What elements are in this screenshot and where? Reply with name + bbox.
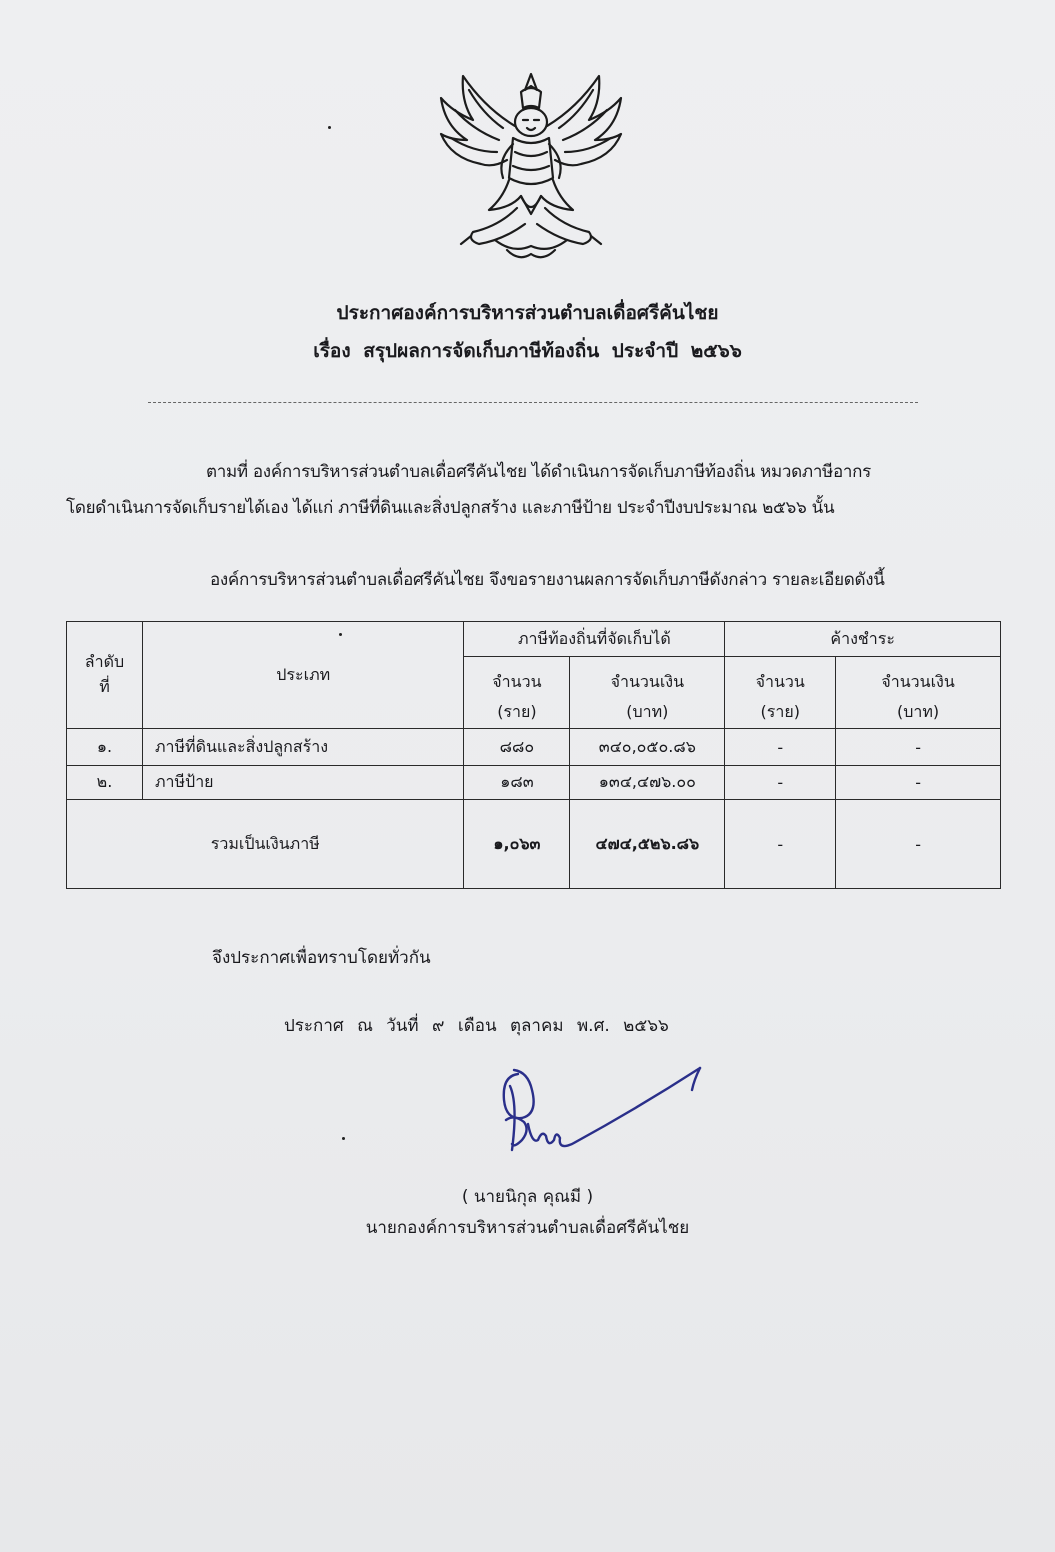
row-amount: ๓๔๐,๐๕๐.๘๖ (570, 729, 725, 766)
signer-name: ( นายนิกุล คุณมี ) (461, 1187, 594, 1207)
subheader-count-label: จำนวน (492, 672, 542, 691)
stray-mark (328, 126, 331, 129)
tax-summary-table (66, 621, 1001, 889)
stray-mark (339, 633, 342, 636)
row-out-amount: - (836, 766, 1001, 800)
row-number: ๑. (67, 729, 143, 766)
signature-icon (488, 1060, 708, 1162)
row-type: ภาษีป้าย (142, 766, 464, 800)
row-type: ภาษีที่ดินและสิ่งปลูกสร้าง (142, 729, 464, 766)
row-out-amount: - (836, 729, 1001, 766)
table-total-row (67, 800, 1001, 889)
subheader-out-count (725, 657, 836, 729)
header-order-cell (67, 622, 143, 729)
header-order-line2: ที่ (99, 677, 110, 696)
row-number: ๒. (67, 766, 143, 800)
closing-statement: จึงประกาศเพื่อทราบโดยทั่วกัน (212, 948, 431, 968)
announcement-title: ประกาศองค์การบริหารส่วนตำบลเดื่อศรีคันไชย (336, 302, 719, 324)
subheader-out-count-label: จำนวน (755, 672, 805, 691)
table-row (67, 729, 1001, 766)
divider-line (148, 402, 918, 403)
row-out-count: - (725, 729, 836, 766)
subheader-amount-label: จำนวนเงิน (610, 672, 685, 691)
signer-position: นายกองค์การบริหารส่วนตำบลเดื่อศรีคันไชย (365, 1218, 690, 1238)
row-out-count: - (725, 766, 836, 800)
header-outstanding-group: ค้างชำระ (725, 622, 1001, 657)
subheader-amount (570, 657, 725, 729)
header-type-cell: ประเภท (142, 622, 464, 729)
row-amount: ๑๓๔,๔๗๖.๐๐ (570, 766, 725, 800)
body-paragraph-3: องค์การบริหารส่วนตำบลเดื่อศรีคันไชย จึงขอรายงานผลการจัดเก็บภาษีดังกล่าว รายละเอียดดังนี้ (210, 570, 885, 590)
table-row (67, 766, 1001, 800)
subheader-amount-unit: (บาท) (626, 702, 669, 721)
total-count: ๑,๐๖๓ (464, 800, 570, 889)
total-out-amount: - (836, 800, 1001, 889)
subheader-count (464, 657, 570, 729)
table-header-row (67, 622, 1001, 657)
stray-mark (342, 1137, 345, 1140)
garuda-emblem-icon (433, 68, 629, 264)
subheader-out-count-unit: (ราย) (760, 702, 800, 721)
subheader-out-amount-unit: (บาท) (897, 702, 940, 721)
body-paragraph-1: ตามที่ องค์การบริหารส่วนตำบลเดื่อศรีคันไชย ได้ดำเนินการจัดเก็บภาษีท้องถิ่น หมวดภาษีอากร (206, 462, 871, 482)
subheader-out-amount (836, 657, 1001, 729)
header-order-line1: ลำดับ (84, 652, 125, 671)
header-collected-group: ภาษีท้องถิ่นที่จัดเก็บได้ (464, 622, 725, 657)
body-paragraph-2: โดยดำเนินการจัดเก็บรายได้เอง ได้แก่ ภาษีที่ดินและสิ่งปลูกสร้าง และภาษีป้าย ประจำปีงบประมาณ ๒๕๖๖ นั้น (66, 498, 835, 518)
subheader-count-unit: (ราย) (497, 702, 537, 721)
announcement-subject: เรื่อง สรุปผลการจัดเก็บภาษีท้องถิ่น ประจำปี ๒๕๖๖ (313, 340, 742, 362)
total-out-count: - (725, 800, 836, 889)
announcement-date: ประกาศ ณ วันที่ ๙ เดือน ตุลาคม พ.ศ. ๒๕๖๖ (284, 1016, 669, 1036)
total-amount: ๔๗๔,๕๒๖.๘๖ (570, 800, 725, 889)
total-label: รวมเป็นเงินภาษี (67, 800, 464, 889)
row-count: ๑๘๓ (464, 766, 570, 800)
row-count: ๘๘๐ (464, 729, 570, 766)
subheader-out-amount-label: จำนวนเงิน (881, 672, 955, 691)
